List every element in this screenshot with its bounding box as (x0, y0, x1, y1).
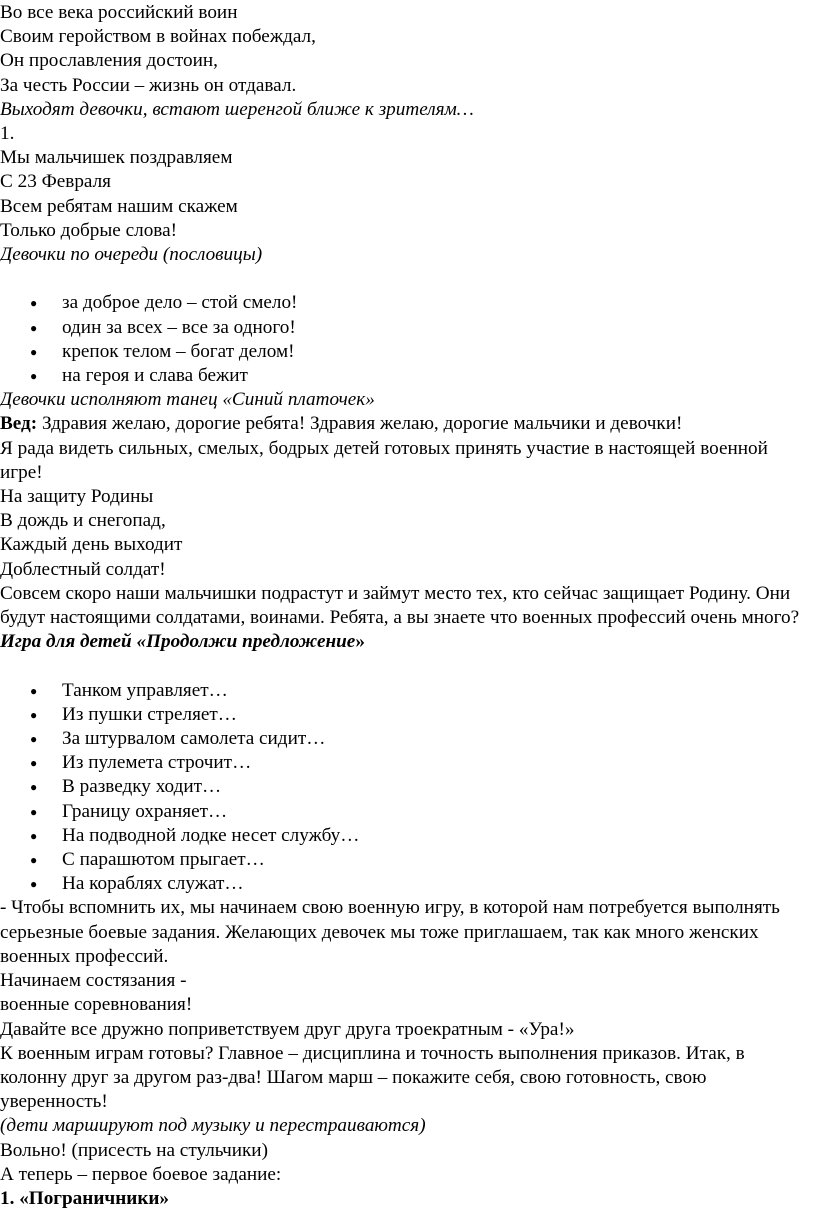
game-title-end: » (355, 631, 365, 653)
poem-line: Своим геройством в войнах побеждал, (0, 26, 316, 48)
bullet-icon: ● (30, 369, 38, 384)
stage-direction: Девочки исполняют танец «Синий платочек» (0, 389, 375, 411)
poem-line: Он прославления достоин, (0, 50, 218, 72)
poem-line: Во все века российский воин (0, 2, 238, 23)
poem-line: Доблестный солдат! (0, 558, 166, 580)
list-item: ● На кораблях служат… (0, 872, 816, 896)
competition-line: военные соревнования! (0, 994, 193, 1016)
bullet-icon: ● (30, 828, 38, 843)
game-title-main: Игра для детей «Продолжи предложение (0, 631, 356, 653)
list-item: ● крепок телом – богат делом! (0, 340, 816, 364)
document-page (0, 1, 816, 1211)
bullet-icon: ● (30, 853, 38, 868)
bullet-icon: ● (30, 296, 38, 311)
bullet-icon: ● (30, 683, 38, 698)
poem-line: В дождь и снегопад, (0, 510, 166, 532)
verse-number: 1. (0, 123, 15, 145)
proverbs-list (0, 291, 816, 388)
bullet-icon: ● (30, 707, 38, 722)
list-item: ● Границу охраняет… (0, 800, 816, 824)
poem-line: На защиту Родины (0, 486, 154, 508)
list-item: ● один за всех – все за одного! (0, 316, 816, 340)
rest-line: Вольно! (присесть на стульчики) (0, 1139, 268, 1161)
host-line (0, 412, 816, 436)
bullet-icon: ● (30, 344, 38, 359)
list-item: ● На подводной лодке несет службу… (0, 824, 816, 848)
stage-direction: Выходят девочки, встают шеренгой ближе к зрителям… (0, 98, 474, 120)
list-item: ● За штурвалом самолета сидит… (0, 727, 816, 751)
list-item: ● С парашютом прыгает… (0, 848, 816, 872)
competition-line: Начинаем состязания - (0, 970, 187, 992)
host-greeting: Здравия желаю, дорогие ребята! Здравия желаю, дорогие мальчики и девочки! (37, 413, 683, 435)
poem-line: Мы мальчишек поздравляем (0, 147, 233, 169)
game-title (0, 630, 816, 654)
poem-line: С 23 Февраля (0, 171, 111, 193)
bullet-icon: ● (30, 732, 38, 747)
game-intro-paragraph: - Чтобы вспомнить их, мы начинаем свою военную игру, в которой нам потребуется выполнять серьезные боевые задания. Желающих девочек мы тоже приглашаем, так как много женских военных профессий. (0, 897, 780, 967)
list-item: ● за доброе дело – стой смело! (0, 291, 816, 315)
poem-line: Всем ребятам нашим скажем (0, 195, 238, 217)
game-items-list (0, 679, 816, 897)
list-item: ● Танком управляет… (0, 679, 816, 703)
host-paragraph: Я рада видеть сильных, смелых, бодрых детей готовых принять участие в настоящей военной игре! (0, 437, 768, 483)
poem-line: Каждый день выходит (0, 534, 183, 556)
bullet-icon: ● (30, 877, 38, 892)
task-title: 1. «Пограничники» (0, 1187, 170, 1209)
first-task-line: А теперь – первое боевое задание: (0, 1163, 282, 1185)
poem-line: Только добрые слова! (0, 219, 177, 241)
stage-direction: Девочки по очереди (пословицы) (0, 244, 263, 266)
bullet-icon: ● (30, 320, 38, 335)
poem-line: За честь России – жизнь он отдавал. (0, 74, 297, 96)
bullet-icon: ● (30, 804, 38, 819)
list-item: ● Из пушки стреляет… (0, 703, 816, 727)
professions-paragraph: Совсем скоро наши мальчишки подрастут и займут место тех, кто сейчас защищает Родину. Они будут настоящими солдатами, воинами. Ребята, а вы знаете что военных профессий очень много? (0, 582, 800, 629)
list-item: ● Из пулемета строчит… (0, 751, 816, 775)
list-item: ● на героя и слава бежит (0, 364, 816, 388)
spacer (0, 267, 816, 291)
list-item: ● В разведку ходит… (0, 775, 816, 799)
spacer (0, 654, 816, 678)
bullet-icon: ● (30, 780, 38, 795)
stage-direction: (дети маршируют под музыку и перестраиваются) (0, 1115, 426, 1137)
competition-line: Давайте все дружно поприветствуем друг друга троекратным - «Ура!» (0, 1018, 575, 1040)
ready-paragraph: К военным играм готовы? Главное – дисциплина и точность выполнения приказов. Итак, в колонну друг за другом раз-два! Шагом марш – покажите себя, свою готовность, свою уверенность! (0, 1042, 745, 1113)
host-label: Вед: (0, 413, 38, 435)
bullet-icon: ● (30, 756, 38, 771)
